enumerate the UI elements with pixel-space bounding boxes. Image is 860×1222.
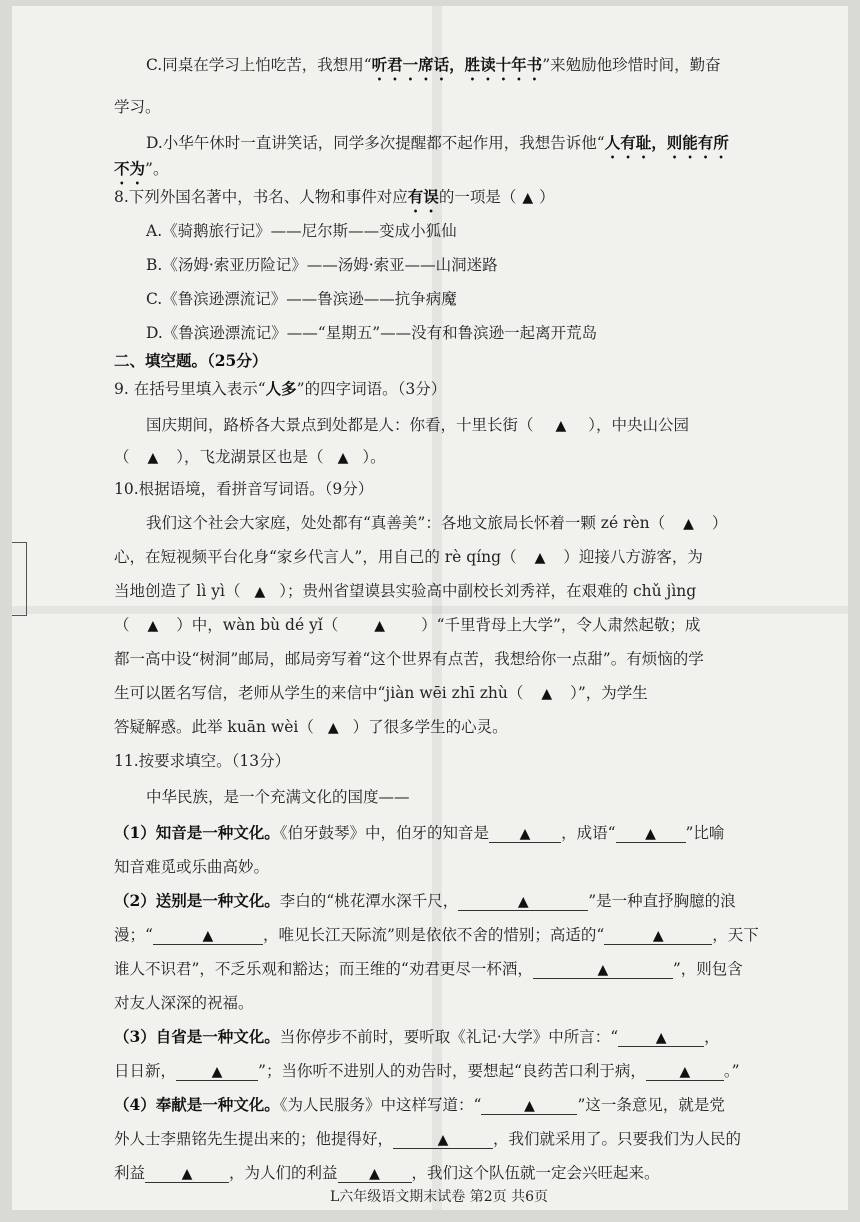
text-segment: 人有耻，则能有所: [604, 133, 729, 152]
answer-blank: [458, 890, 588, 911]
text-segment: 9. 在括号里填入表示“: [114, 380, 266, 398]
binding-mark: [12, 542, 27, 616]
text-segment: ）: [711, 514, 728, 532]
exam-page: [12, 6, 848, 1210]
text-segment: ，唯见长江天际流”则是依依不舍的惜别；高适的“: [262, 926, 605, 944]
text-segment: ）；贵州省望谟县实验高中副校长刘秀祥，在艰难的 chǔ jìng: [279, 582, 697, 600]
answer-placeholder: ▲: [437, 1132, 449, 1148]
text-segment: 生可以匿名写信，老师从学生的来信中“jiàn wēi zhī zhù（: [114, 684, 524, 702]
answer-placeholder: ▲: [327, 720, 339, 736]
q11-part3: [114, 1026, 720, 1048]
page-footer: L六年级语文期末试卷 第2页 共6页: [330, 1189, 549, 1205]
answer-placeholder: ▲: [147, 450, 159, 466]
answer-blank: [616, 822, 686, 843]
text-segment: （4）奉献是一种文化。: [114, 1095, 280, 1114]
q8-option-b: B.《汤姆·索亚历险记》——汤姆·索亚——山洞迷路: [146, 256, 498, 274]
text-segment: 8.下列外国名著中，书名、人物和事件对应: [114, 188, 408, 206]
text-segment: （3）自省是一种文化。: [114, 1027, 280, 1046]
q8-option-a: A.《骑鹅旅行记》——尼尔斯——变成小狐仙: [146, 222, 457, 240]
paper-fold: [12, 606, 848, 614]
text-segment: 的一项是（: [438, 188, 517, 206]
q10-line: [114, 682, 648, 705]
text-segment: 当你停步不前时，要听取《礼记·大学》中所言：“: [279, 1028, 619, 1046]
answer-placeholder: ▲: [652, 928, 664, 944]
text-segment: （: [114, 448, 130, 466]
text-segment: 人多: [265, 379, 297, 398]
text-segment: （2）送别是一种文化。: [114, 891, 280, 910]
text-segment: ，: [704, 1028, 720, 1046]
answer-placeholder: ▲: [541, 686, 553, 702]
text-segment: ）迎接八方游客，为: [563, 548, 703, 566]
q11-part2-cont: [114, 924, 759, 946]
answer-placeholder: ▲: [254, 584, 266, 600]
answer-placeholder: ▲: [655, 1030, 667, 1046]
answer-placeholder: ▲: [519, 826, 531, 842]
text-segment: ）: [539, 188, 555, 206]
text-segment: 心，在短视频平台化身“家乡代言人”，用自己的 rè qíng（: [114, 548, 517, 566]
answer-placeholder: ▲: [369, 1166, 380, 1182]
text-segment: （1）知音是一种文化。: [114, 823, 280, 842]
q8-option-d: D.《鲁滨逊漂流记》——“星期五”——没有和鲁滨逊一起离开荒岛: [146, 324, 598, 342]
text-segment: ，成语“: [561, 824, 616, 842]
answer-blank: [153, 924, 263, 945]
answer-placeholder: ▲: [211, 1064, 223, 1080]
q10-line: 都一高中设“树洞”邮局，邮局旁写着“这个世界有点苦，我想给你一点甜”。有烦恼的学: [114, 650, 704, 668]
text-segment: ”比喻: [685, 824, 725, 842]
text-segment: ），飞龙湖景区也是（: [176, 448, 324, 466]
q11-part4-cont: [114, 1162, 660, 1184]
text-segment: ”。: [145, 160, 169, 178]
answer-placeholder: ▲: [534, 550, 546, 566]
text-segment: ）“千里背母上大学”，令人肃然起敬；成: [421, 616, 701, 634]
text-segment: ”是一种直抒胸臆的浪: [588, 892, 736, 910]
text-segment: 李白的“桃花潭水深千尺，: [279, 892, 459, 910]
answer-placeholder: ▲: [147, 618, 159, 634]
text-segment: ）中，wàn bù dé yǐ（: [176, 616, 339, 634]
answer-blank: [338, 1162, 412, 1183]
text-segment: ，我们就采用了。只要我们为人民的: [493, 1130, 742, 1148]
q9-line: [146, 414, 689, 437]
q9-line: [114, 446, 386, 469]
text-segment: 不为: [114, 159, 146, 178]
text-segment: 外人士李鼎铭先生提出来的；他提得好，: [114, 1130, 394, 1148]
section-title: 二、填空题。（25分）: [114, 351, 268, 370]
text-segment: ”这一条意见，就是党: [577, 1096, 725, 1114]
text-segment: ”；当你听不进别人的劝告时，要想起“良药苦口利于病，: [258, 1062, 646, 1080]
q11-part1: [114, 822, 724, 844]
answer-blank: [145, 1162, 229, 1183]
text-segment: C.同桌在学习上怕吃苦，我想用“: [146, 56, 372, 74]
q11-part4-cont: [114, 1128, 741, 1150]
text-segment: ）。: [362, 448, 386, 466]
text-segment: 《为人民服务》中这样写道：“: [279, 1096, 482, 1114]
q9-stem: [114, 378, 446, 400]
text-segment: 我们这个社会大家庭，处处都有“真善美”：各地文旅局长怀着一颗 zé rèn（: [146, 514, 666, 532]
q11-part3-cont: [114, 1060, 740, 1082]
q7-option-d-cont: [114, 158, 168, 188]
q10-stem: 10.根据语境，看拼音写词语。（9分）: [114, 480, 374, 498]
q7-option-c: [146, 54, 721, 84]
text-segment: ，我们这个队伍就一定会兴旺起来。: [411, 1164, 660, 1182]
q10-line: [146, 512, 727, 535]
answer-blank: [533, 958, 673, 979]
answer-blank: [646, 1060, 724, 1081]
answer-blank: [604, 924, 712, 945]
q10-line: [114, 546, 703, 569]
text-segment: ）”，为学生: [570, 684, 648, 702]
answer-blank: [176, 1060, 258, 1081]
answer-placeholder: ▲: [524, 1098, 535, 1114]
text-segment: ，天下: [712, 926, 759, 944]
text-segment: （: [114, 616, 130, 634]
answer-placeholder: ▲: [181, 1166, 193, 1182]
q11-part2-cont: [114, 958, 743, 980]
answer-blank: [489, 822, 561, 843]
q11-part1-cont: 知音难觅或乐曲高妙。: [114, 858, 270, 876]
text-segment: ”来勉励他珍惜时间，勤奋: [542, 56, 721, 74]
answer-placeholder: ▲: [337, 450, 349, 466]
q10-line: [114, 614, 700, 637]
text-segment: 国庆期间，路桥各大景点到处都是人：你看，十里长街（: [146, 416, 534, 434]
q11-part2: [114, 890, 736, 912]
q7-option-d: [146, 132, 729, 162]
q11-stem: 11.按要求填空。（13分）: [114, 752, 291, 770]
text-segment: 听君一席话，胜读十年书: [371, 55, 543, 74]
text-segment: 答疑解惑。此举 kuān wèi（: [114, 718, 314, 736]
text-segment: ，为人们的利益: [229, 1164, 338, 1182]
text-segment: ）了很多学生的心灵。: [352, 718, 508, 736]
q11-intro: 中华民族，是一个充满文化的国度——: [146, 788, 410, 806]
text-segment: ”，则包含: [672, 960, 743, 978]
q8-option-c: C.《鲁滨逊漂流记》——鲁滨逊——抗争病魔: [146, 290, 457, 308]
text-segment: 谁人不识君”，不乏乐观和豁达；而王维的“劝君更尽一杯酒，: [114, 960, 533, 978]
q8-stem: [114, 186, 555, 216]
answer-placeholder: ▲: [645, 826, 656, 842]
text-segment: ），中央山公园: [588, 416, 690, 434]
answer-placeholder: ▲: [202, 928, 214, 944]
text-segment: 《伯牙鼓琴》中，伯牙的知音是: [279, 824, 490, 842]
answer-placeholder: ▲: [517, 894, 529, 910]
q7-option-c-cont: [114, 96, 161, 118]
text-segment: 有误: [407, 187, 439, 206]
text-segment: 。”: [723, 1062, 740, 1080]
answer-placeholder: ▲: [597, 962, 609, 978]
answer-placeholder: ▲: [522, 190, 534, 206]
q11-part2-cont: 对友人深深的祝福。: [114, 994, 254, 1012]
text-segment: 当地创造了 lì yì（: [114, 582, 241, 600]
answer-placeholder: ▲: [683, 516, 694, 532]
q10-line: [114, 716, 508, 739]
q11-part4: [114, 1094, 725, 1116]
answer-blank: [481, 1094, 577, 1115]
answer-blank: [393, 1128, 493, 1149]
answer-placeholder: ▲: [555, 418, 567, 434]
text-segment: 利益: [114, 1164, 146, 1182]
answer-placeholder: ▲: [374, 618, 386, 634]
text-segment: 日日新，: [114, 1062, 177, 1080]
text-segment: 漫；“: [114, 926, 153, 944]
q10-line: [114, 580, 696, 603]
text-segment: ”的四字词语。（3分）: [296, 380, 447, 398]
text-segment: D.小华午休时一直讲笑话，同学多次提醒都不起作用，我想告诉他“: [146, 134, 605, 152]
answer-placeholder: ▲: [679, 1064, 691, 1080]
answer-blank: [618, 1026, 704, 1047]
text-segment: 学习。: [114, 98, 161, 116]
